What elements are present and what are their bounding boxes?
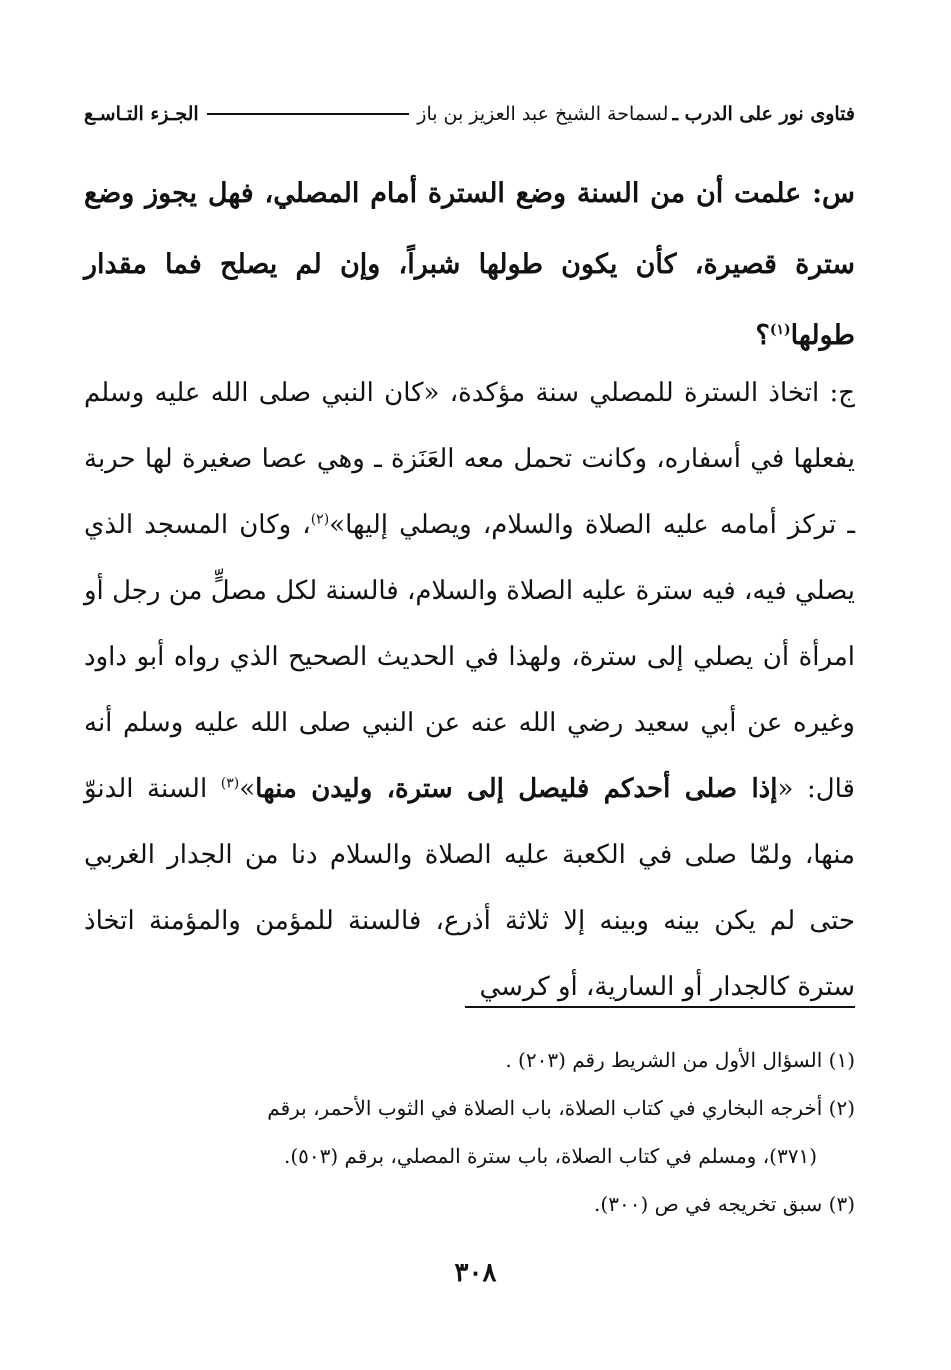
question-paragraph — [84, 158, 855, 371]
answer-paragraph — [84, 360, 855, 1020]
answer-text-3: السنة الدنوّ منها، ولمّا صلى في الكعبة عليه الصلاة والسلام دنا من الجدار الغربي حتى لم يكن بينه وبينه إلا ثلاثة أذرع، فالسنة للمؤمن والمؤمنة اتخاذ سترة كالجدار أو السارية، أو كرسي — [84, 774, 855, 1002]
footnote-3: (٣) سبق تخريجه في ص (٣٠٠). — [594, 1192, 855, 1216]
answer-quote-close: » — [239, 774, 256, 804]
running-header — [84, 96, 855, 132]
book-title: فتاوى نور على الدرب ـ — [672, 103, 855, 125]
answer-text-2: ، وكان المسجد الذي يصلي فيه، فيه سترة عليه الصلاة والسلام، فالسنة لكل مصلٍّ من رجل أو امرأة أن يصلي إلى سترة، ولهذا في الحديث الصحيح الذي رواه أبو داود وغيره عن أبي سعيد رضي الله عنه عن النبي صلى الله عليه وسلم أنه قال: « — [84, 510, 855, 804]
answer-text-1: ج: اتخاذ السترة للمصلي سنة مؤكدة، «كان النبي صلى الله عليه وسلم يفعلها في أسفاره، وكانت تحمل معه العَنَزة ـ وهي عصا صغيرة لها حربة ـ تركز أمامه عليه الصلاة والسلام، ويصلي إليها» — [84, 378, 856, 540]
footnote-ref-3[interactable]: (٣) — [220, 775, 240, 792]
footnote-ref-1[interactable]: (١) — [769, 322, 791, 338]
footnotes — [84, 1036, 855, 1228]
footnote-2: (٢) أخرجه البخاري في كتاب الصلاة، باب الصلاة في الثوب الأحمر، برقم — [267, 1096, 855, 1120]
header-rule — [207, 113, 410, 115]
question-text: س: علمت أن من السنة وضع السترة أمام المصلي، فهل يجوز وضع سترة قصيرة، كأن يكون طولها شبراً، وإن لم يصلح فما مقدار طولها — [84, 178, 855, 351]
footnote-ref-2[interactable]: (٢) — [310, 511, 330, 528]
question-mark: ؟ — [755, 320, 770, 351]
footnote-separator — [465, 1006, 855, 1008]
footnote-2-continued: (٣٧١)، ومسلم في كتاب الصلاة، باب سترة المصلي، برقم (٥٠٣). — [283, 1144, 817, 1168]
hadith-quote: إذا صلى أحدكم فليصل إلى سترة، وليدن منها — [255, 774, 778, 804]
volume-label: الجـزء التـاسـع — [84, 103, 199, 125]
footnote-1: (١) السؤال الأول من الشريط رقم (٢٠٣) . — [505, 1048, 855, 1072]
page-number: ٣٠٨ — [454, 1258, 497, 1288]
author-name: لسماحة الشيخ عبد العزيز بن باز — [417, 103, 669, 125]
